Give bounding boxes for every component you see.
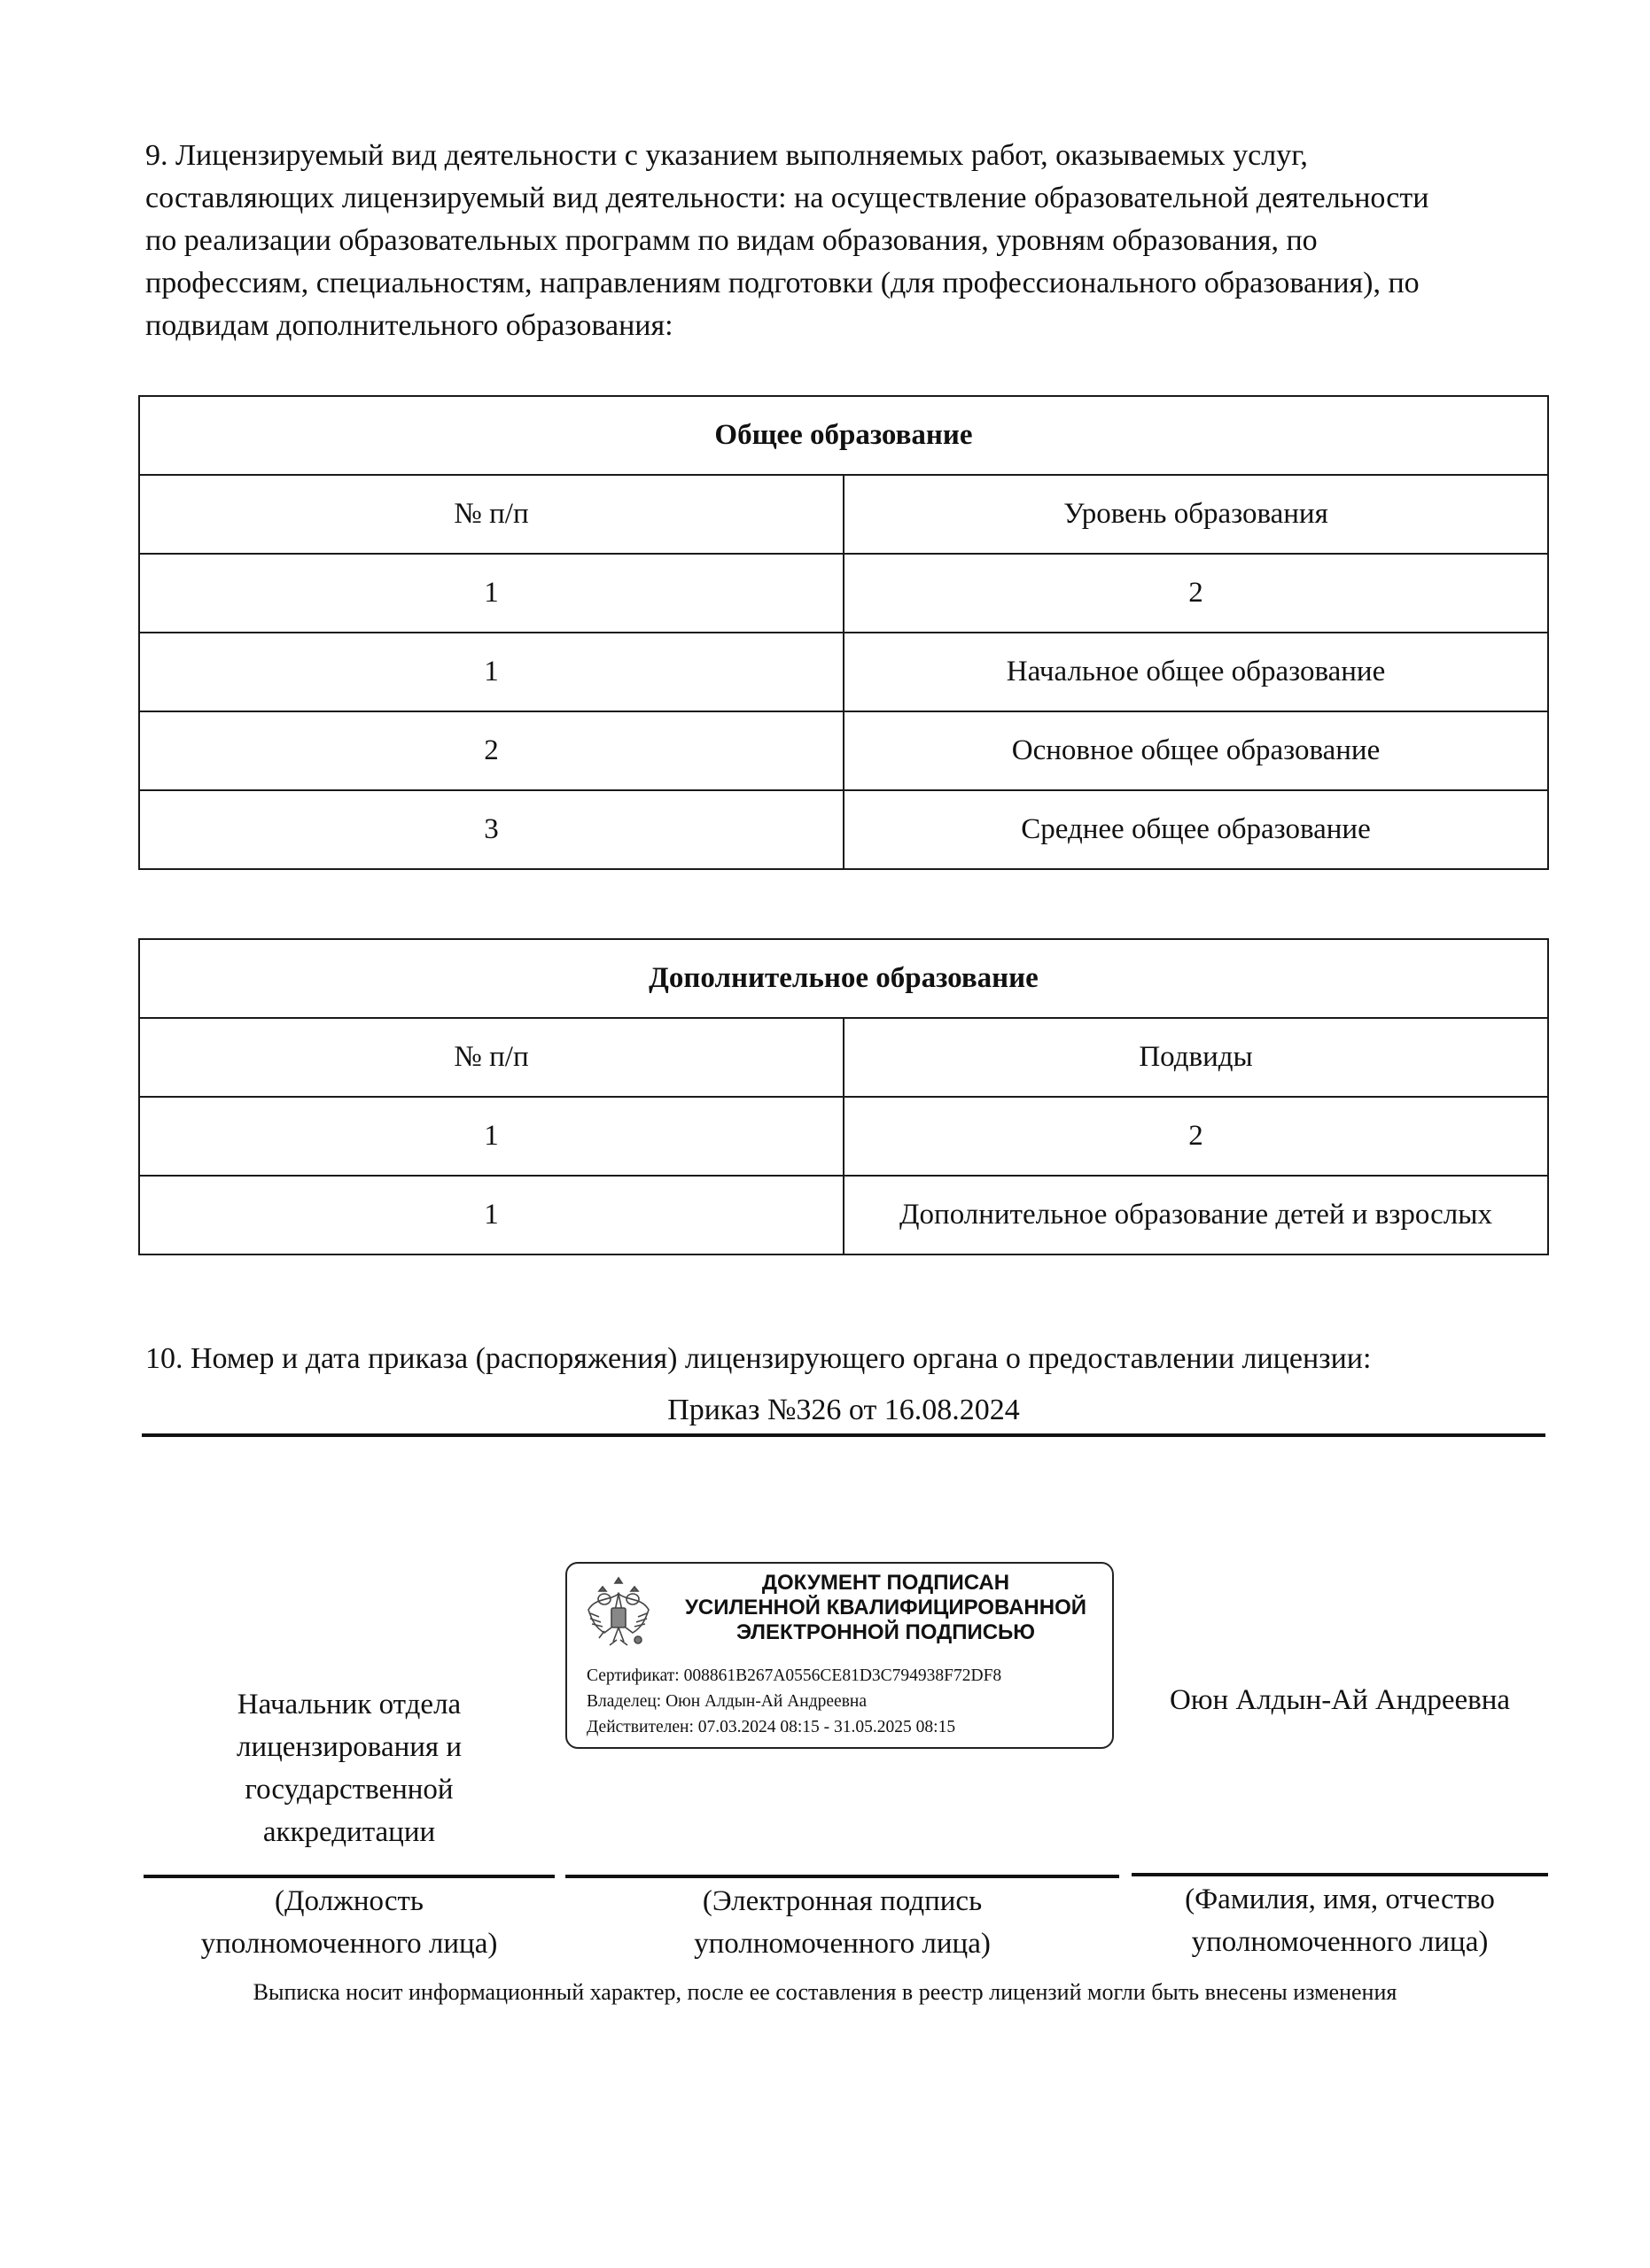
table-cell: 1 <box>139 633 844 711</box>
section-9-paragraph <box>145 135 1563 347</box>
stamp-details <box>587 1663 1001 1740</box>
additional-education-table <box>138 938 1549 1255</box>
stamp-title-line: ДОКУМЕНТ ПОДПИСАН <box>761 1571 1010 1595</box>
table-cell: 3 <box>139 790 844 869</box>
table-cell: 1 <box>139 554 844 633</box>
position-line: государственной <box>245 1774 454 1806</box>
certificate-validity: Действителен: 07.03.2024 08:15 - 31.05.2025 08:15 <box>587 1718 956 1736</box>
caption-line: (Должность <box>275 1885 424 1917</box>
column-header-number: № п/п <box>139 475 844 554</box>
signatory-position <box>144 1683 555 1853</box>
table-title: Дополнительное образование <box>139 939 1548 1018</box>
full-name: Оюн Алдын-Ай Андреевна <box>1169 1684 1510 1716</box>
section-9-line: профессиям, специальностям, направлениям подготовки (для профессионального образования), по <box>145 267 1420 299</box>
caption-line: уполномоченного лица) <box>694 1928 991 1960</box>
table-cell: 2 <box>844 554 1548 633</box>
table-header-row <box>139 475 1548 554</box>
general-education-table <box>138 395 1549 870</box>
signature-caption <box>565 1880 1119 1965</box>
table-row <box>139 790 1548 869</box>
name-signature-line <box>1132 1873 1548 1876</box>
electronic-signature-line <box>565 1875 1119 1878</box>
table-index-row <box>139 554 1548 633</box>
disclaimer-footnote: Выписка носит информационный характер, после ее составления в реестр лицензий могли быть внесены изменения <box>253 1979 1397 2005</box>
table-row <box>139 711 1548 790</box>
table-title: Общее образование <box>139 396 1548 475</box>
table-cell: Начальное общее образование <box>844 633 1548 711</box>
position-line: Начальник отдела <box>237 1689 462 1720</box>
order-underline <box>142 1433 1545 1437</box>
table-title-row <box>139 939 1548 1018</box>
caption-line: уполномоченного лица) <box>200 1928 498 1960</box>
table-row <box>139 633 1548 711</box>
stamp-title <box>665 1571 1107 1645</box>
section-10-label: 10. Номер и дата приказа (распоряжения) лицензирующего органа о предоставлении лицензии: <box>145 1342 1372 1375</box>
position-signature-line <box>144 1875 555 1878</box>
position-line: лицензирования и <box>237 1731 462 1763</box>
stamp-title-line: ЭЛЕКТРОННОЙ ПОДПИСЬЮ <box>735 1620 1036 1644</box>
section-9-line: составляющих лицензируемый вид деятельности: на осуществление образовательной деятельности <box>145 182 1429 214</box>
column-header-subtypes: Подвиды <box>844 1018 1548 1097</box>
certificate-number: Сертификат: 008861B267A0556CE81D3C794938F72DF8 <box>587 1666 1002 1685</box>
table-cell: 2 <box>844 1097 1548 1176</box>
section-9-line: по реализации образовательных программ по видам образования, уровням образования, по <box>145 224 1318 257</box>
caption-line: (Электронная подпись <box>702 1885 983 1917</box>
table-header-row <box>139 1018 1548 1097</box>
table-cell: 1 <box>139 1097 844 1176</box>
table-cell: 1 <box>139 1176 844 1254</box>
table-cell: 2 <box>139 711 844 790</box>
table-index-row <box>139 1097 1548 1176</box>
section-9-line: 9. Лицензируемый вид деятельности с указанием выполняемых работ, оказываемых услуг, <box>145 139 1308 172</box>
caption-line: (Фамилия, имя, отчество <box>1185 1884 1495 1915</box>
position-line: аккредитации <box>262 1816 436 1848</box>
table-title-row <box>139 396 1548 475</box>
table-cell: Среднее общее образование <box>844 790 1548 869</box>
column-header-number: № п/п <box>139 1018 844 1097</box>
stamp-title-line: УСИЛЕННОЙ КВАЛИФИЦИРОВАННОЙ <box>684 1596 1087 1619</box>
order-number-date: Приказ №326 от 16.08.2024 <box>667 1394 1020 1426</box>
section-9-line: подвидам дополнительного образования: <box>145 309 673 342</box>
coat-of-arms-icon <box>583 1574 654 1656</box>
table-row <box>139 1176 1548 1254</box>
column-header-level: Уровень образования <box>844 475 1548 554</box>
table-cell: Дополнительное образование детей и взрослых <box>844 1176 1548 1254</box>
electronic-signature-stamp <box>565 1562 1114 1749</box>
table-cell: Основное общее образование <box>844 711 1548 790</box>
position-caption <box>144 1880 555 1965</box>
name-caption <box>1132 1878 1548 1963</box>
caption-line: уполномоченного лица) <box>1191 1926 1489 1958</box>
certificate-owner: Владелец: Оюн Алдын-Ай Андреевна <box>587 1692 867 1711</box>
signatory-name <box>1132 1679 1548 1721</box>
